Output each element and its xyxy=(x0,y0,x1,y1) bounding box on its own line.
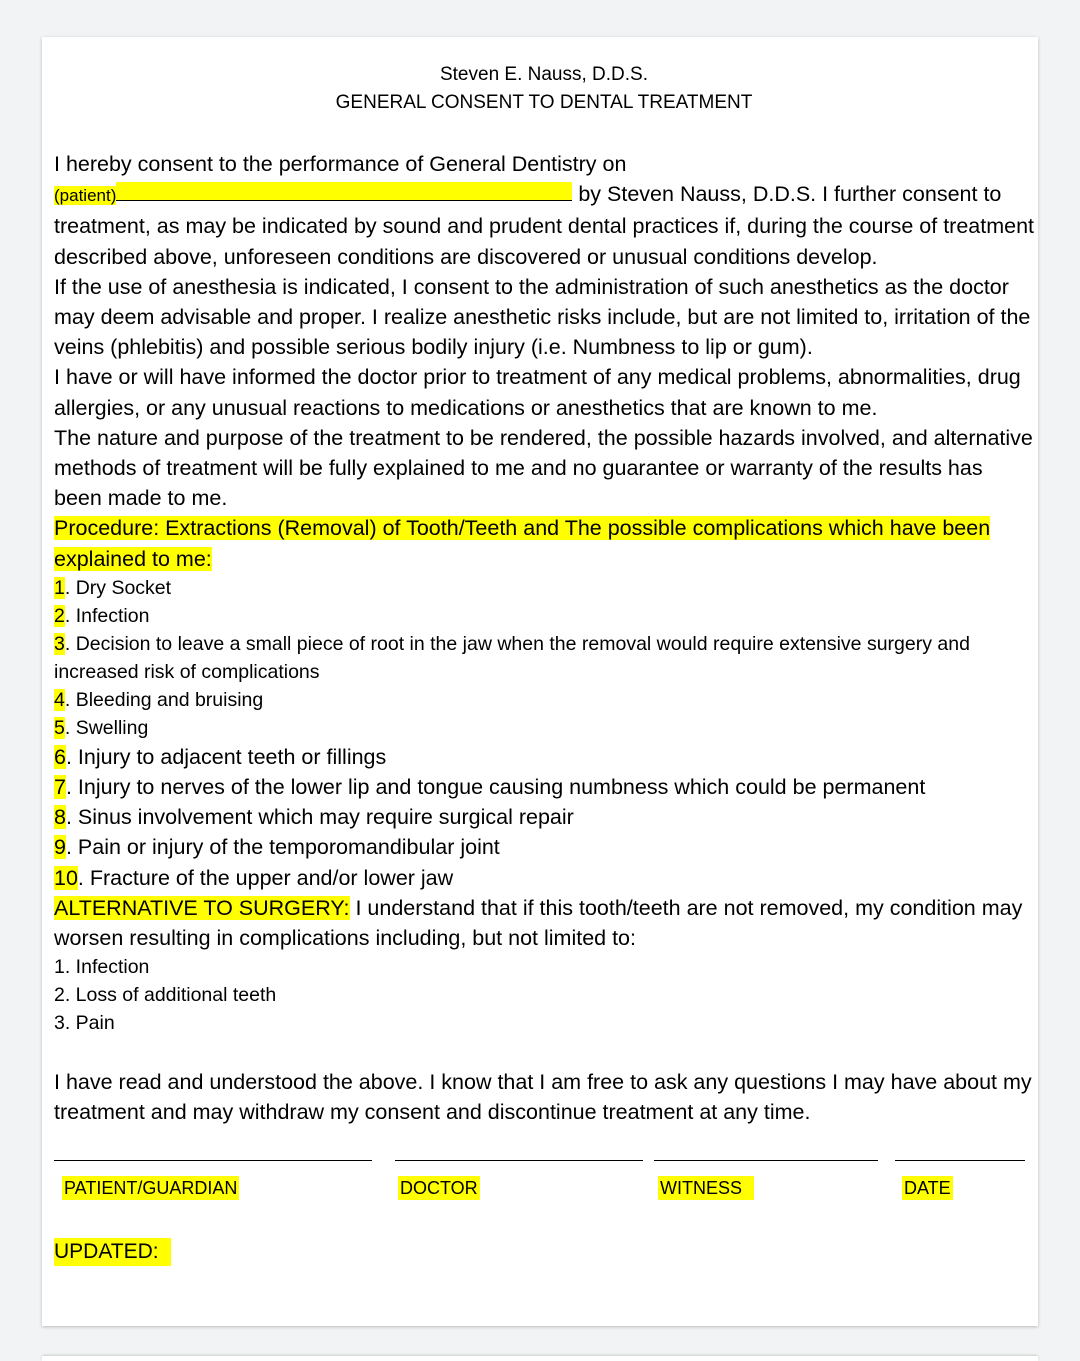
alternative-list xyxy=(54,953,1034,1037)
date-line[interactable] xyxy=(895,1160,1025,1161)
list-item xyxy=(54,574,1034,602)
list-item xyxy=(54,772,1034,802)
list-item xyxy=(54,802,1034,832)
list-item xyxy=(54,714,1034,742)
alternative-text: I understand that if this tooth/teeth are not removed, my condition may worsen resulting in complications including, but not limited to: xyxy=(54,895,1023,951)
item-number: 3 xyxy=(54,632,65,655)
document-header xyxy=(54,61,1034,117)
intro-line: I hereby consent to the performance of General Dentistry on xyxy=(54,152,627,176)
item-text: . Injury to adjacent teeth or fillings xyxy=(65,744,387,769)
item-number: 4 xyxy=(54,688,65,711)
updated-label: UPDATED: xyxy=(54,1238,171,1266)
list-item: 2. Loss of additional teeth xyxy=(54,984,277,1007)
item-text: . Swelling xyxy=(64,716,149,739)
item-number: 5 xyxy=(54,716,65,739)
list-item xyxy=(54,742,1034,772)
patient-guardian-label: PATIENT/GUARDIAN xyxy=(64,1177,238,1198)
list-item xyxy=(54,686,1034,714)
informed-paragraph: I have or will have informed the doctor prior to treatment of any medical problems, abnormalities, drug allergies, or any unusual reactions to medications or anesthetics that are known to me. xyxy=(54,365,1021,420)
item-text: . Sinus involvement which may require surgical repair xyxy=(65,805,574,830)
doctor-signature-line[interactable] xyxy=(395,1160,643,1161)
witness-label: WITNESS xyxy=(658,1176,754,1200)
item-text: . Pain or injury of the temporomandibular joint xyxy=(65,835,500,860)
item-text: . Injury to nerves of the lower lip and tongue causing numbness which could be permanent xyxy=(65,775,926,800)
list-item xyxy=(54,832,1034,862)
procedure-paragraph xyxy=(54,513,1034,573)
witness-signature-line[interactable] xyxy=(654,1160,878,1161)
item-number: 1 xyxy=(54,576,65,599)
intro-continuation: by Steven Nauss, D.D.S. I further consent to treatment, as may be indicated by sound and prudent dental practices if, during the course of treatment described above, unforeseen conditions are discovered or unusual conditions develop. xyxy=(54,182,1035,269)
item-text: . Fracture of the upper and/or lower jaw xyxy=(77,865,454,890)
item-text: . Decision to leave a small piece of root in the jaw when the removal would require extensive surgery and increased risk of complications xyxy=(54,632,970,683)
list-item: 1. Infection xyxy=(54,956,150,979)
next-page-edge xyxy=(42,1356,1038,1361)
closing-paragraph: I have read and understood the above. I know that I am free to ask any questions I may have about my treatment and may withdraw my consent and discontinue treatment at any time. xyxy=(54,1070,1032,1125)
anesthesia-paragraph: If the use of anesthesia is indicated, I consent to the administration of such anesthetics as the doctor may deem advisable and proper. I realize anesthetic risks include, but are not limited to, irritation of the veins (phlebitis) and possible serious bodily injury (i.e. Numbness to lip or gum). xyxy=(54,274,1031,360)
alternative-paragraph xyxy=(54,893,1034,953)
document-content xyxy=(54,61,1034,1266)
patient-label: (patient) xyxy=(54,186,117,206)
intro-paragraph xyxy=(54,149,1034,272)
item-text: . Infection xyxy=(64,604,150,627)
nature-paragraph: The nature and purpose of the treatment to be rendered, the possible hazards involved, and alternative methods of treatment will be fully explained to me and no guarantee or warranty of the results has been made to me. xyxy=(54,425,1033,511)
doctor-name: Steven E. Nauss, D.D.S. xyxy=(439,64,649,85)
date-label: DATE xyxy=(904,1177,951,1198)
list-item: 3. Pain xyxy=(54,1012,115,1035)
item-number: 6 xyxy=(54,744,66,769)
alternative-label: ALTERNATIVE TO SURGERY: xyxy=(54,895,350,920)
item-text: . Bleeding and bruising xyxy=(64,688,264,711)
list-item xyxy=(54,630,1034,686)
complications-list xyxy=(54,574,1034,893)
item-number: 7 xyxy=(54,775,66,800)
item-number: 8 xyxy=(54,805,66,830)
item-number: 10 xyxy=(54,865,78,890)
patient-signature-line[interactable] xyxy=(54,1160,372,1161)
document-title: GENERAL CONSENT TO DENTAL TREATMENT xyxy=(335,92,753,113)
doctor-label: DOCTOR xyxy=(400,1177,478,1198)
document-page xyxy=(42,37,1038,1326)
item-number: 9 xyxy=(54,835,66,860)
procedure-text: Procedure: Extractions (Removal) of Tooth/Teeth and The possible complications which have been explained to me: xyxy=(54,516,991,571)
signature-row xyxy=(54,1128,1034,1238)
list-item xyxy=(54,863,1034,893)
item-number: 2 xyxy=(54,604,65,627)
item-text: . Dry Socket xyxy=(64,576,172,599)
patient-name-blank[interactable] xyxy=(116,182,572,201)
list-item xyxy=(54,602,1034,630)
